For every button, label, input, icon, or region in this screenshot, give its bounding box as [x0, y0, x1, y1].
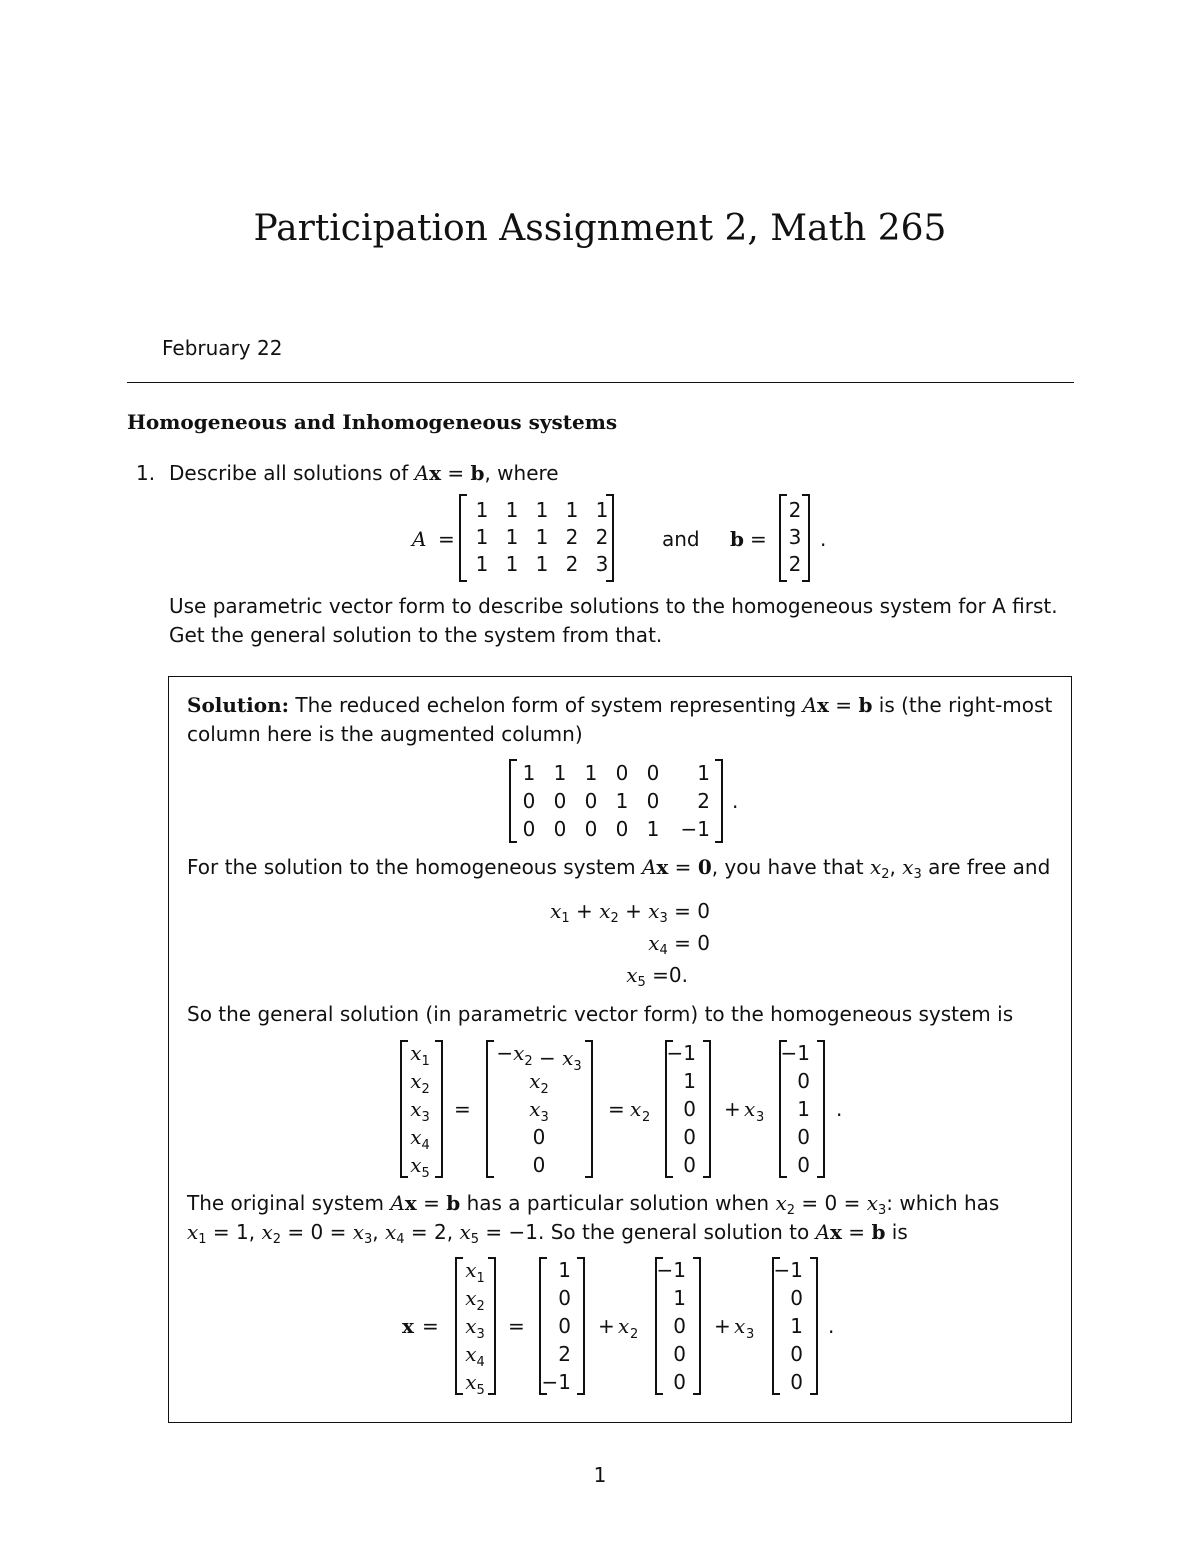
rref-entries	[523, 761, 710, 841]
hom-lhs-entry: $x_4$	[410, 1125, 430, 1153]
matrix-A-entry: 3	[595, 552, 609, 576]
svg-text:x: x	[630, 1097, 642, 1121]
svg-text:x: x	[734, 1314, 746, 1338]
svg-text:+: +	[714, 1314, 731, 1338]
gen-particular-entry: 0	[558, 1314, 571, 1338]
svg-text:=: =	[608, 1097, 625, 1121]
vector-b-entry: 2	[788, 498, 802, 522]
svg-text:x: x	[618, 1314, 630, 1338]
matrix-A-entry: 1	[505, 498, 519, 522]
rref-entry: 2	[697, 789, 710, 813]
svg-text:+: +	[724, 1097, 741, 1121]
hom-vector-2-entry: 0	[797, 1069, 810, 1093]
hom-vector-2-entry: −1	[780, 1041, 810, 1065]
matrix-A-entry: 1	[505, 552, 519, 576]
question-line-3: Get the general solution to the system from that.	[169, 623, 663, 647]
rref-entry: 0	[615, 817, 629, 841]
homogeneous-solution	[398, 1038, 848, 1180]
svg-text:x: x	[402, 1314, 414, 1338]
matrix-A-entry: 1	[475, 552, 489, 576]
svg-text:x: x	[744, 1097, 756, 1121]
question-intro: Describe all solutions of Ax = b, where	[169, 461, 559, 485]
rref-entry: 0	[553, 817, 567, 841]
svg-text:A: A	[412, 527, 427, 551]
hom-mid-entry: $x_2$	[529, 1069, 549, 1097]
rref-entry: 1	[697, 761, 710, 785]
hom-mid-entries	[496, 1041, 581, 1177]
gen-vector-1-entry: 1	[673, 1286, 686, 1310]
matrix-A-entry: 2	[565, 552, 579, 576]
gen-vector-1-entry: 0	[673, 1314, 686, 1338]
svg-text:2: 2	[630, 1327, 639, 1342]
matrix-A-entries	[476, 498, 609, 576]
matrix-A-entry: 1	[475, 498, 489, 522]
svg-text:=: =	[438, 527, 455, 551]
svg-text:=: =	[508, 1314, 525, 1338]
equation-3: $x_5 =0$.	[626, 963, 688, 990]
section-heading: Homogeneous and Inhomogeneous systems	[127, 410, 618, 434]
gen-lhs-entry: $x_4$	[465, 1342, 485, 1370]
vector-b-entry: 3	[788, 525, 802, 549]
gen-lhs-entry: $x_1$	[465, 1258, 485, 1286]
rref-matrix	[508, 758, 748, 844]
gen-vector-1-entries	[657, 1258, 686, 1394]
rref-entry: 1	[615, 789, 629, 813]
svg-text:3: 3	[746, 1327, 755, 1342]
gen-vector-2-entry: 0	[790, 1286, 803, 1310]
solution-paragraph-3: So the general solution (in parametric vector form) to the homogeneous system is	[187, 1002, 1014, 1026]
rref-entry: 1	[522, 761, 536, 785]
question-number: 1.	[136, 461, 156, 485]
rref-entry: 0	[615, 761, 629, 785]
gen-particular-entry: 0	[558, 1286, 571, 1310]
hom-lhs-entry: $x_1$	[410, 1041, 430, 1069]
matrix-A-entry: 2	[565, 525, 579, 549]
hom-vector-2-entries	[781, 1041, 810, 1177]
matrix-A-entry: 1	[475, 525, 489, 549]
hom-mid-entry: $x_3$	[529, 1097, 549, 1125]
rref-entry: 0	[584, 789, 598, 813]
gen-particular-entries	[542, 1258, 571, 1394]
svg-text:3: 3	[756, 1110, 765, 1125]
homogeneous-equations	[440, 895, 710, 991]
equation-2: $x_4 = 0$	[648, 931, 710, 958]
matrix-A-entry: 1	[535, 525, 549, 549]
general-solution	[400, 1255, 850, 1397]
gen-lhs-entry: $x_2$	[465, 1286, 485, 1314]
gen-vector-2-entry: 1	[790, 1314, 803, 1338]
matrix-A-entry: 1	[535, 498, 549, 522]
hom-vector-1-entry: 0	[683, 1153, 696, 1177]
matrix-A-entry: 1	[595, 498, 609, 522]
gen-particular-entry: 1	[558, 1258, 571, 1282]
rref-entry: 0	[646, 761, 660, 785]
page-title: Participation Assignment 2, Math 265	[253, 208, 947, 249]
svg-text:.: .	[820, 527, 827, 551]
matrix-A-entry: 1	[535, 552, 549, 576]
gen-particular-entry: 2	[558, 1342, 571, 1366]
svg-text:.: .	[732, 789, 739, 813]
hom-vector-1-entry: −1	[666, 1041, 696, 1065]
svg-text:2: 2	[642, 1110, 651, 1125]
gen-vector-1-entry: −1	[656, 1258, 686, 1282]
hom-lhs-entry: $x_5$	[410, 1153, 430, 1180]
hom-vector-1-entries	[667, 1041, 696, 1177]
vector-b-entry: 2	[788, 552, 802, 576]
gen-lhs-entry: $x_5$	[465, 1370, 485, 1397]
svg-text:b: b	[730, 527, 744, 551]
page-number: 1	[593, 1463, 607, 1487]
rref-entry: −1	[680, 817, 710, 841]
hom-vector-1-entry: 1	[683, 1069, 696, 1093]
solution-paragraph-2: For the solution to the homogeneous system Ax = 0, you have that $x_2$, $x_3$ are free and	[187, 855, 1051, 882]
rref-entry: 1	[646, 817, 660, 841]
hom-vector-1-entry: 0	[683, 1125, 696, 1149]
solution-paragraph-5: $x_1 = 1$, $x_2 = 0 = x_3$, $x_4 = 2$, $x_5 = -1$. So the general solution to Ax = b is	[187, 1220, 908, 1247]
svg-text:.: .	[836, 1097, 843, 1121]
vector-b-entries	[789, 498, 802, 576]
gen-lhs-entries	[465, 1258, 485, 1397]
equation-1: $x_1 + x_2 + x_3 = 0$	[550, 899, 710, 926]
rref-entry: 1	[553, 761, 567, 785]
and-label: and	[662, 527, 700, 551]
svg-text:=: =	[454, 1097, 471, 1121]
hom-lhs-entry: $x_3$	[410, 1097, 430, 1125]
gen-vector-1-entry: 0	[673, 1370, 686, 1394]
solution-paragraph-4: The original system Ax = b has a particular solution when $x_2 = 0 = x_3$: which has	[187, 1191, 1000, 1218]
svg-text:=: =	[750, 527, 767, 551]
gen-vector-1-entry: 0	[673, 1342, 686, 1366]
matrix-A-entry: 2	[595, 525, 609, 549]
rref-entry: 0	[553, 789, 567, 813]
solution-paragraph-1: Solution: The reduced echelon form of system representing Ax = b is (the right-most	[187, 693, 1053, 717]
matrix-A-entry: 1	[565, 498, 579, 522]
rref-entry: 0	[584, 817, 598, 841]
hom-vector-2-entry: 1	[797, 1097, 810, 1121]
hom-vector-2-entry: 0	[797, 1125, 810, 1149]
solution-label: Solution:	[187, 693, 290, 717]
svg-text:+: +	[598, 1314, 615, 1338]
hom-vector-1-entry: 0	[683, 1097, 696, 1121]
hom-vector-2-entry: 0	[797, 1153, 810, 1177]
rref-entry: 1	[584, 761, 598, 785]
matrix-A-and-b	[400, 492, 840, 584]
hom-lhs-entries	[410, 1041, 430, 1180]
divider	[127, 382, 1074, 383]
hom-mid-entry: 0	[532, 1125, 546, 1149]
gen-particular-entry: −1	[541, 1370, 571, 1394]
rref-entry: 0	[646, 789, 660, 813]
gen-vector-2-entries	[774, 1258, 803, 1394]
hom-mid-entry: $-x_2 - x_3$	[496, 1041, 582, 1074]
hom-mid-entry: 0	[532, 1153, 546, 1177]
rref-entry: 0	[522, 817, 536, 841]
hom-lhs-entry: $x_2$	[410, 1069, 430, 1097]
svg-text:.: .	[828, 1314, 835, 1338]
gen-vector-2-entry: −1	[773, 1258, 803, 1282]
svg-text:=: =	[422, 1314, 439, 1338]
question-line-2: Use parametric vector form to describe solutions to the homogeneous system for A first.	[169, 594, 1058, 618]
date: February 22	[162, 336, 283, 360]
matrix-A-entry: 1	[505, 525, 519, 549]
solution-paragraph-1-cont: column here is the augmented column)	[187, 722, 583, 746]
gen-lhs-entry: $x_3$	[465, 1314, 485, 1342]
gen-vector-2-entry: 0	[790, 1342, 803, 1366]
gen-vector-2-entry: 0	[790, 1370, 803, 1394]
rref-entry: 0	[522, 789, 536, 813]
